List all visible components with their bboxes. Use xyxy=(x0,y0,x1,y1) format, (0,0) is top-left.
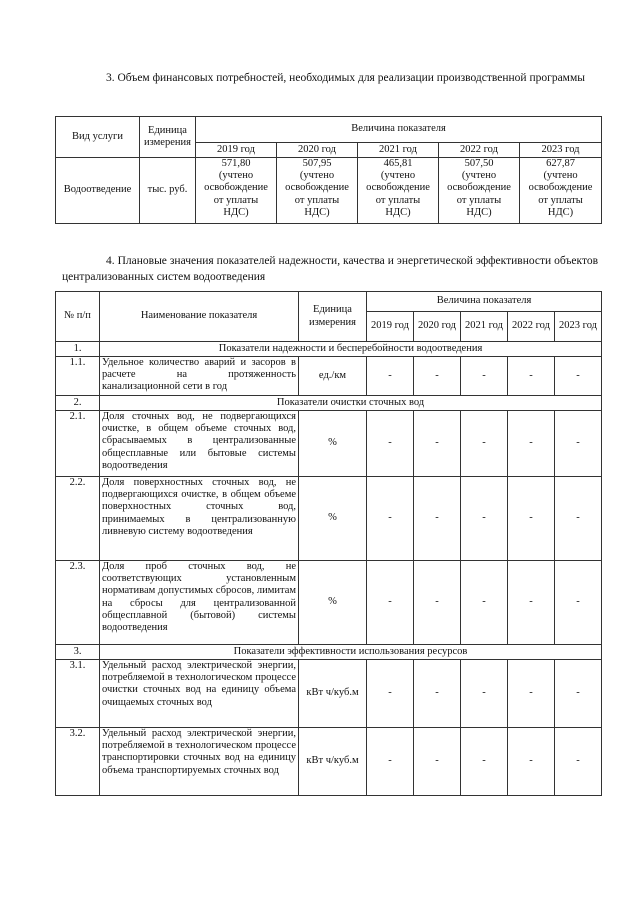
value-cell xyxy=(196,158,277,224)
row-unit: % xyxy=(299,561,367,645)
header-unit: Единица измерения xyxy=(140,117,196,158)
service-name: Водоотведение xyxy=(56,158,140,224)
vat-note: НДС) xyxy=(385,206,411,218)
row-value: - xyxy=(508,660,555,728)
row-value: - xyxy=(367,728,414,796)
row-value: - xyxy=(414,561,461,645)
group-row xyxy=(56,342,602,357)
row-unit: ед./км xyxy=(299,357,367,396)
group-title: Показатели очистки сточных вод xyxy=(100,396,602,411)
vat-note: (учтено xyxy=(543,170,578,182)
vat-note: от уплаты xyxy=(538,194,583,206)
row-name: Удельный расход электрической энергии, потребляемой в технологическом процессе очистки сточных вод на единицу объема очищаемых сточных вод xyxy=(100,660,299,728)
row-value: - xyxy=(461,660,508,728)
row-value: - xyxy=(555,561,602,645)
header-unit: Единица измерения xyxy=(299,292,367,342)
vat-note: от уплаты xyxy=(375,194,421,206)
vat-note: (учтено xyxy=(461,170,497,182)
value: 507,50 xyxy=(464,158,494,169)
row-value: - xyxy=(367,561,414,645)
section3-title: 3. Объем финансовых потребностей, необходимых для реализации производственной программы xyxy=(106,72,585,84)
row-value: - xyxy=(414,477,461,561)
table-row xyxy=(56,411,602,477)
row-num: 3.1. xyxy=(56,660,100,728)
header-value: Величина показателя xyxy=(196,117,602,143)
year-header: 2023 год xyxy=(555,312,602,342)
vat-note: НДС) xyxy=(466,206,492,218)
value: 507,95 xyxy=(302,158,332,169)
header-name: Наименование показателя xyxy=(100,292,299,342)
group-row xyxy=(56,645,602,660)
header-service: Вид услуги xyxy=(56,117,140,158)
group-title: Показатели надежности и бесперебойности водоотведения xyxy=(100,342,602,357)
row-num: 1.1. xyxy=(56,357,100,396)
value-cell xyxy=(520,158,602,224)
group-num: 3. xyxy=(56,645,100,660)
vat-note: (учтено xyxy=(218,170,254,182)
value: 627,87 xyxy=(546,158,575,169)
row-value: - xyxy=(414,357,461,396)
row-name: Доля сточных вод, не подвергающихся очистке, в общем объеме сточных вод, сбрасываемых в централизованные общесплавные или бытовые системы водоотведения xyxy=(100,411,299,477)
value-cell xyxy=(277,158,358,224)
table-row xyxy=(56,660,602,728)
row-unit: кВт ч/куб.м xyxy=(299,728,367,796)
vat-note: от уплаты xyxy=(294,194,340,206)
year-header: 2021 год xyxy=(358,143,439,158)
section4-title: 4. Плановые значения показателей надежности, качества и энергетической эффективности объектов централизованных систем водоотведения xyxy=(62,255,598,283)
row-num: 2.3. xyxy=(56,561,100,645)
table-row xyxy=(56,477,602,561)
header-value: Величина показателя xyxy=(367,292,602,312)
table-row xyxy=(56,357,602,396)
year-header: 2023 год xyxy=(520,143,602,158)
financial-table xyxy=(55,116,602,224)
vat-note: освобождение xyxy=(528,182,593,194)
row-value: - xyxy=(461,357,508,396)
year-header: 2022 год xyxy=(508,312,555,342)
year-header: 2021 год xyxy=(461,312,508,342)
year-header: 2019 год xyxy=(196,143,277,158)
row-value: - xyxy=(461,728,508,796)
row-value: - xyxy=(508,357,555,396)
vat-note: НДС) xyxy=(223,206,249,218)
row-value: - xyxy=(461,411,508,477)
row-value: - xyxy=(367,660,414,728)
value-cell xyxy=(439,158,520,224)
row-value: - xyxy=(367,477,414,561)
value-cell xyxy=(358,158,439,224)
service-unit: тыс. руб. xyxy=(140,158,196,224)
group-row xyxy=(56,396,602,411)
value: 465,81 xyxy=(383,158,413,169)
row-value: - xyxy=(367,411,414,477)
row-name: Доля проб сточных вод, не соответствующих установленным нормативам допустимых сбросов, лимитам на сбросы для централизованной общесплавной (бытовой) системы водоотведения xyxy=(100,561,299,645)
row-value: - xyxy=(508,561,555,645)
vat-note: от уплаты xyxy=(213,194,259,206)
vat-note: освобождение xyxy=(366,182,430,194)
indicators-table xyxy=(55,291,602,796)
row-name: Доля поверхностных сточных вод, не подвергающихся очистке, в общем объеме поверхностных сточных вод, принимаемых в централизованную ливневую систему водоотведения xyxy=(100,477,299,561)
vat-note: освобождение xyxy=(447,182,511,194)
row-value: - xyxy=(508,411,555,477)
vat-note: НДС) xyxy=(547,206,574,218)
row-name: Удельное количество аварий и засоров в расчете на протяженность канализационной сети в год xyxy=(100,357,299,396)
row-value: - xyxy=(461,561,508,645)
year-header: 2022 год xyxy=(439,143,520,158)
row-value: - xyxy=(555,728,602,796)
table-row xyxy=(56,728,602,796)
group-title: Показатели эффективности использования ресурсов xyxy=(100,645,602,660)
vat-note: освобождение xyxy=(285,182,349,194)
vat-note: (учтено xyxy=(380,170,416,182)
year-header: 2019 год xyxy=(367,312,414,342)
row-value: - xyxy=(414,411,461,477)
row-num: 3.2. xyxy=(56,728,100,796)
row-unit: % xyxy=(299,477,367,561)
value: 571,80 xyxy=(221,158,251,169)
table-row xyxy=(56,561,602,645)
year-header: 2020 год xyxy=(414,312,461,342)
row-value: - xyxy=(555,660,602,728)
row-value: - xyxy=(367,357,414,396)
year-header: 2020 год xyxy=(277,143,358,158)
row-value: - xyxy=(555,411,602,477)
row-value: - xyxy=(508,477,555,561)
group-num: 2. xyxy=(56,396,100,411)
group-num: 1. xyxy=(56,342,100,357)
header-num: № п/п xyxy=(56,292,100,342)
vat-note: от уплаты xyxy=(456,194,502,206)
vat-note: освобождение xyxy=(204,182,268,194)
row-value: - xyxy=(555,357,602,396)
row-value: - xyxy=(414,660,461,728)
row-num: 2.2. xyxy=(56,477,100,561)
row-value: - xyxy=(508,728,555,796)
row-value: - xyxy=(461,477,508,561)
vat-note: НДС) xyxy=(304,206,330,218)
row-num: 2.1. xyxy=(56,411,100,477)
row-name: Удельный расход электрической энергии, потребляемой в технологическом процессе транспортировки сточных вод на единицу объема транспортируемых сточных вод xyxy=(100,728,299,796)
vat-note: (учтено xyxy=(299,170,335,182)
row-value: - xyxy=(414,728,461,796)
row-value: - xyxy=(555,477,602,561)
row-unit: кВт ч/куб.м xyxy=(299,660,367,728)
row-unit: % xyxy=(299,411,367,477)
